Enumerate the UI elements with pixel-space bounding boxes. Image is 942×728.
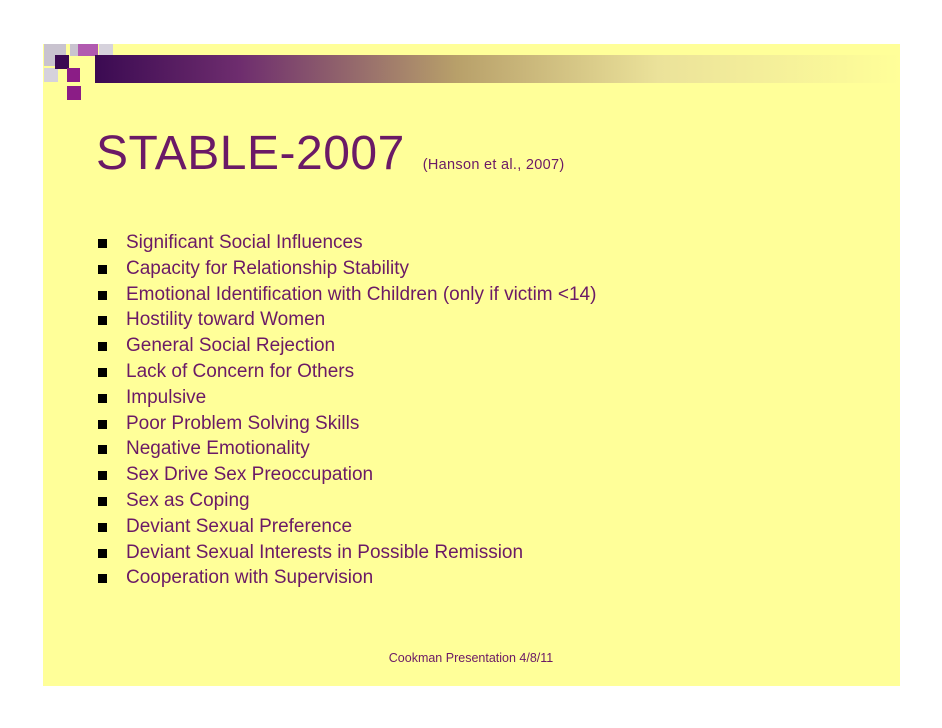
deco-square bbox=[67, 68, 80, 82]
bullet-text: Sex Drive Sex Preoccupation bbox=[126, 464, 374, 486]
footer-text: Cookman Presentation 4/8/11 bbox=[388, 651, 554, 665]
bullet-text: Sex as Coping bbox=[126, 489, 250, 511]
slide-footer bbox=[0, 651, 942, 665]
square-bullet-icon bbox=[98, 316, 107, 325]
bullet-text: Significant Social Influences bbox=[126, 232, 363, 253]
square-bullet-icon bbox=[98, 239, 107, 248]
bullet-text: Impulsive bbox=[126, 386, 207, 408]
bullet-text: Emotional Identification with Children (only if victim <14) bbox=[126, 283, 597, 305]
bullet-text: Deviant Sexual Preference bbox=[126, 515, 353, 537]
bullet-text: Poor Problem Solving Skills bbox=[126, 412, 360, 434]
square-bullet-icon bbox=[98, 549, 107, 558]
bullet-text: General Social Rejection bbox=[126, 335, 336, 357]
title-row bbox=[96, 126, 565, 181]
square-bullet-icon bbox=[98, 497, 107, 506]
square-bullet-icon bbox=[98, 523, 107, 532]
square-bullet-icon bbox=[98, 420, 107, 429]
square-bullet-icon bbox=[98, 291, 107, 300]
slide-title: STABLE-2007 bbox=[96, 127, 405, 180]
deco-square bbox=[55, 55, 69, 69]
square-bullet-icon bbox=[98, 265, 107, 274]
title-citation: (Hanson et al., 2007) bbox=[422, 157, 565, 173]
square-bullet-icon bbox=[98, 394, 107, 403]
deco-square bbox=[44, 68, 58, 82]
bullet-text: Cooperation with Supervision bbox=[126, 567, 374, 589]
bullet-text: Capacity for Relationship Stability bbox=[126, 257, 410, 279]
header-gradient-bar bbox=[95, 55, 900, 83]
bullet-text: Negative Emotionality bbox=[126, 438, 310, 460]
bullet-text: Hostility toward Women bbox=[126, 309, 326, 331]
bullet-text: Lack of Concern for Others bbox=[126, 360, 355, 382]
bullet-text: Deviant Sexual Interests in Possible Remission bbox=[126, 541, 524, 563]
deco-square bbox=[67, 86, 81, 100]
square-bullet-icon bbox=[98, 471, 107, 480]
square-bullet-icon bbox=[98, 368, 107, 377]
square-bullet-icon bbox=[98, 342, 107, 351]
square-bullet-icon bbox=[98, 445, 107, 454]
square-bullet-icon bbox=[98, 574, 107, 583]
